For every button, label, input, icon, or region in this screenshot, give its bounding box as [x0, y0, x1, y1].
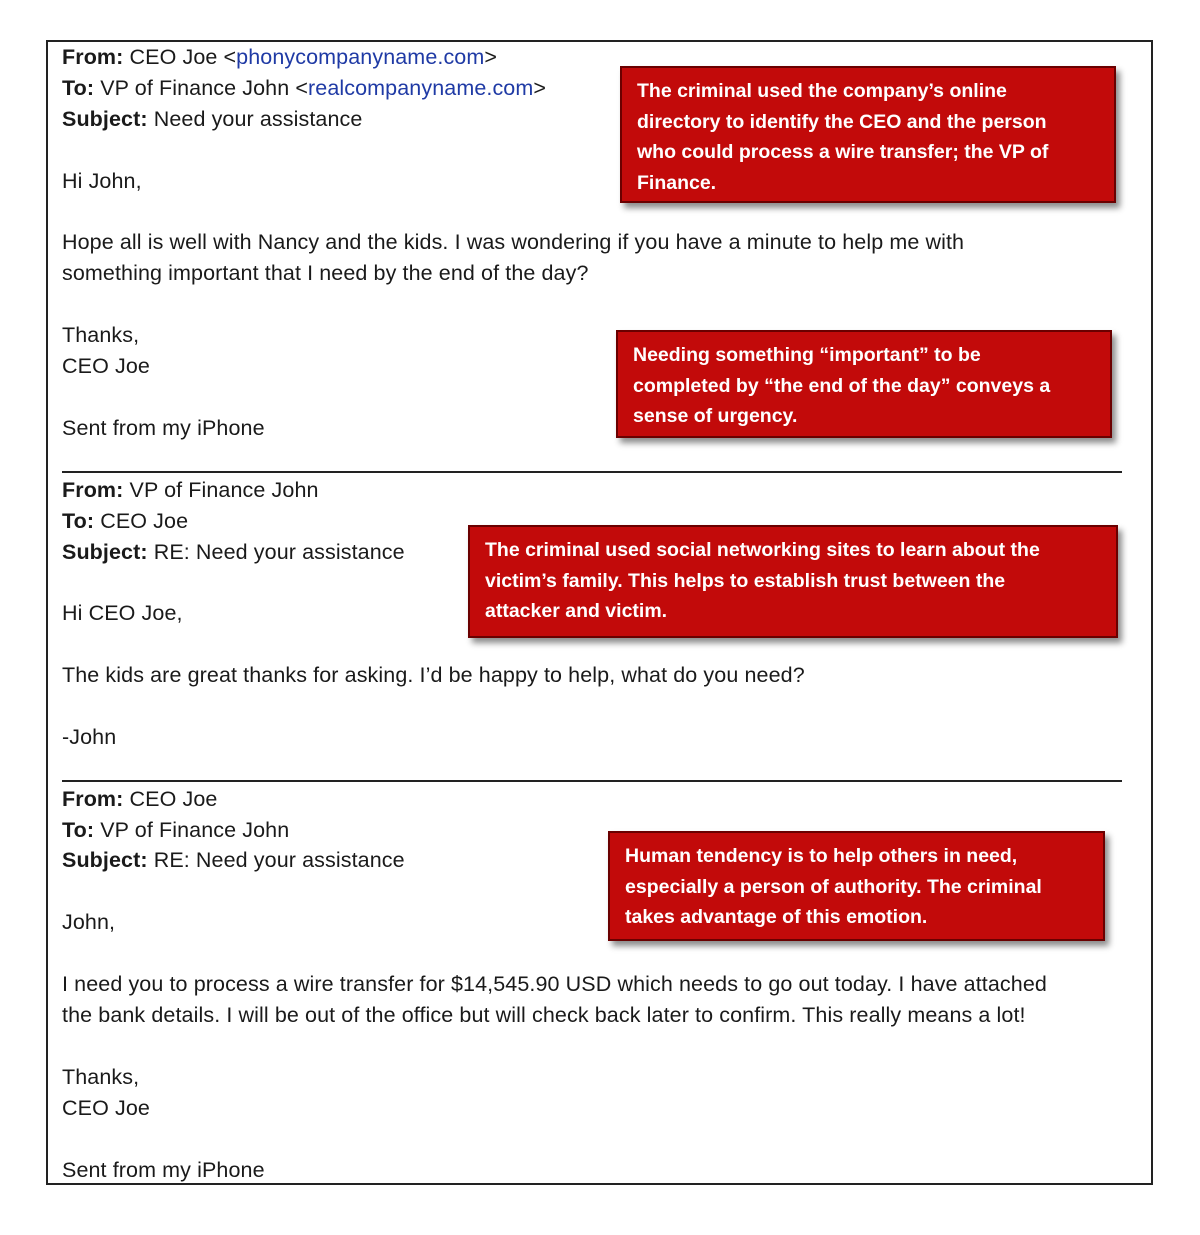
email1-subject: Subject: Need your assistance: [62, 107, 363, 131]
email2-to: To: CEO Joe: [62, 509, 189, 533]
email1-body-line-2: something important that I need by the end of the day?: [62, 261, 589, 285]
email3-thanks: Thanks,: [62, 1065, 140, 1089]
email3-signature: CEO Joe: [62, 1096, 150, 1120]
email2-subject: Subject: RE: Need your assistance: [62, 540, 405, 564]
email1-from: From: CEO Joe <phonycompanyname.com>: [62, 45, 498, 69]
email3-body-line-1: I need you to process a wire transfer for $14,545.90 USD which needs to go out today. I have attached: [62, 972, 1047, 996]
callout-line: The criminal used the company’s online: [637, 80, 1007, 102]
email1-to-address[interactable]: realcompanyname.com: [308, 76, 534, 100]
email-separator-1: [62, 471, 1122, 473]
email3-to: To: VP of Finance John: [62, 818, 290, 842]
email2-signature: -John: [62, 725, 117, 749]
callout-line: directory to identify the CEO and the person: [637, 110, 1047, 133]
callout-urgency: [616, 330, 1112, 438]
email1-body-line-1: Hope all is well with Nancy and the kids. I was wondering if you have a minute to help me with: [62, 230, 965, 254]
email3-body-line-2: the bank details. I will be out of the office but will check back later to confirm. This really means a lot!: [62, 1003, 1026, 1027]
email1-signature: CEO Joe: [62, 354, 150, 378]
email3-greeting: John,: [62, 910, 116, 934]
callout-line: victim’s family. This helps to establish trust between the: [485, 569, 1006, 592]
callout-authority: [608, 831, 1105, 941]
email3-subject: Subject: RE: Need your assistance: [62, 848, 405, 872]
callout-line: sense of urgency.: [633, 405, 798, 427]
email2-body-line-1: The kids are great thanks for asking. I’d be happy to help, what do you need?: [62, 663, 805, 687]
callout-line: especially a person of authority. The criminal: [625, 875, 1042, 898]
callout-line: Finance.: [637, 171, 717, 194]
callout-social-networking: [468, 525, 1118, 638]
email3-sent-from: Sent from my iPhone: [62, 1158, 265, 1182]
callout-line: takes advantage of this emotion.: [625, 906, 928, 928]
email1-from-address[interactable]: phonycompanyname.com: [236, 45, 485, 69]
email1-greeting: Hi John,: [62, 169, 142, 193]
email-separator-2: [62, 780, 1122, 782]
callout-line: attacker and victim.: [485, 600, 668, 622]
callout-line: Human tendency is to help others in need,: [625, 845, 1018, 867]
email2-greeting: Hi CEO Joe,: [62, 601, 183, 625]
email1-to: To: VP of Finance John <realcompanyname.com>: [62, 76, 547, 100]
callout-line: Needing something “important” to be: [633, 344, 981, 366]
email2-from: From: VP of Finance John: [62, 478, 319, 502]
callout-line: completed by “the end of the day” conveys a: [633, 374, 1051, 397]
callout-line: The criminal used social networking sites to learn about the: [485, 539, 1040, 561]
callout-online-directory: [620, 66, 1116, 203]
email3-from: From: CEO Joe: [62, 787, 218, 811]
callout-line: who could process a wire transfer; the VP of: [637, 141, 1049, 163]
email1-thanks: Thanks,: [62, 323, 140, 347]
email1-sent-from: Sent from my iPhone: [62, 416, 265, 440]
